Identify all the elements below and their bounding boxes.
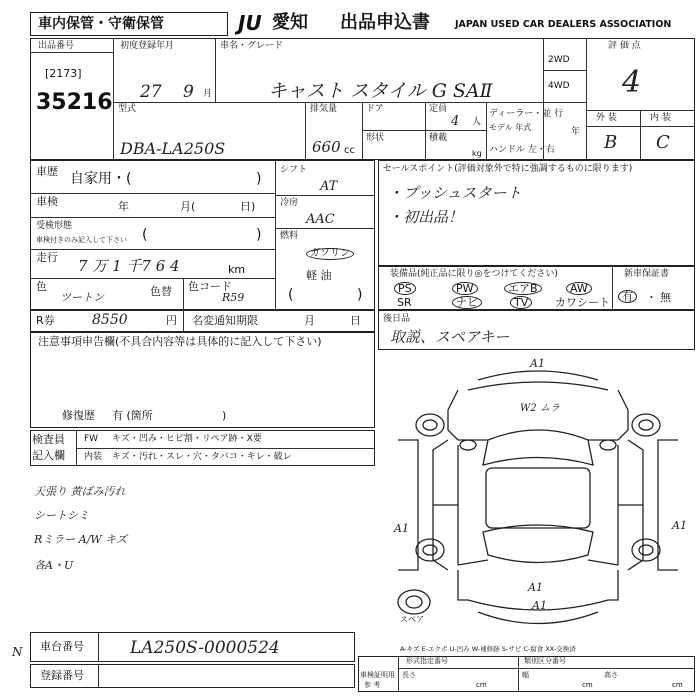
model-year-label: モデル 年式	[489, 123, 532, 132]
chassis-value: LA250S-0000524	[130, 638, 280, 658]
color-value: ツートン	[60, 291, 104, 304]
color-code-label: 色コード	[188, 280, 232, 293]
chassis-label: 車台番号	[40, 640, 84, 653]
color-code-value: R59	[222, 291, 245, 304]
memo-line2: シートシミ	[34, 509, 89, 522]
inspection-year: 年	[118, 200, 129, 213]
disp-unit: cc	[344, 145, 355, 156]
load-label: 積載	[429, 133, 448, 143]
shift-value: AT	[320, 179, 338, 194]
mark-a1-left: A1	[394, 522, 409, 535]
mark-w2: W2 ムラ	[520, 403, 560, 414]
int-insp-label: 内装	[84, 452, 103, 462]
history-close: )	[256, 171, 262, 187]
inspection-label: 車検	[36, 195, 58, 208]
equip-sr: SR	[397, 296, 412, 309]
fw-label: FW	[84, 434, 99, 444]
shift-label: シフト	[280, 165, 308, 175]
reg-year: 27	[140, 82, 162, 102]
fw-items: キズ・凹み・ヒビ割・リペア跡・X要	[112, 434, 262, 444]
height-label: 高さ	[604, 671, 618, 679]
repair-label: 修復歴	[62, 409, 95, 422]
ju-logo: JU	[238, 11, 262, 35]
equip-aw: AW	[566, 282, 592, 295]
inspector-label-1: 検査員	[32, 433, 65, 446]
mileage-value: 7 万 1 千7 6 4	[78, 257, 180, 275]
recv-label: 受検形態	[36, 221, 73, 231]
year-unit: 年	[571, 127, 581, 137]
sales-line1: ・プッシュスタート	[388, 184, 522, 202]
capacity-unit: 人	[472, 117, 482, 127]
addr-day: 日	[350, 314, 361, 327]
reg-month-unit: 月	[203, 89, 213, 99]
mark-a1-bottom2: A1	[532, 599, 547, 612]
cool-label: 冷房	[280, 198, 299, 208]
form-number-label: 形式指定番号	[406, 657, 448, 665]
type-label: 型式	[118, 104, 137, 114]
int-grade: C	[656, 132, 670, 153]
model-code: DBA-LA250S	[120, 139, 226, 158]
warranty-yes: 有	[618, 290, 637, 303]
inspection-day: 日)	[240, 200, 256, 213]
mark-a1-top: A1	[530, 357, 545, 370]
recv-note: 車検付きのみ記入して下さい	[36, 236, 127, 244]
history-label: 車歴	[36, 165, 58, 178]
drive-2wd: 2WD	[548, 55, 570, 65]
storage-badge-text: 車内保管・守衛保管	[38, 16, 164, 32]
org-english: JAPAN USED CAR DEALERS ASSOCIATION	[455, 19, 672, 30]
memo-line3: Rミラー A/W キズ	[34, 533, 128, 546]
after-label: 後日品	[383, 314, 411, 324]
spare-label: スペア	[400, 615, 424, 624]
reg-month: 9	[183, 82, 194, 102]
inspector-label-2: 記入欄	[32, 449, 65, 462]
mark-a1-bottom: A1	[528, 581, 543, 594]
repair-close: )	[222, 409, 227, 422]
length-unit: cm	[476, 681, 487, 689]
disp-label: 排気量	[310, 104, 338, 114]
after-value: 取説、スペアキー	[390, 328, 510, 346]
ext-grade: B	[604, 132, 618, 153]
equip-navi: ナビ	[452, 296, 482, 309]
recycle-value: 8550	[92, 312, 128, 328]
mileage-unit: km	[228, 263, 246, 276]
equip-seat: カワシート	[555, 296, 610, 309]
fuel-paren-open: (	[288, 287, 294, 303]
lot-number: 35216	[36, 90, 113, 115]
recycle-unit: 円	[166, 314, 177, 327]
cert-ref: 参 考	[364, 681, 381, 689]
color-change-label: 色替	[150, 285, 172, 298]
class-number-label: 類別区分番号	[524, 657, 566, 665]
door-label: ドア	[366, 104, 384, 114]
recv-value: (	[142, 227, 148, 243]
lot-sub: [2173]	[45, 67, 82, 80]
height-unit: cm	[672, 681, 683, 689]
reg-date-label: 初度登録年月	[120, 41, 175, 51]
fuel-gas-circled: ガソリン	[306, 248, 354, 260]
sales-label: セールスポイント(評価対象外で特に強調するものに限ります)	[383, 164, 633, 174]
equip-label: 装備品(純正品に限り◎をつけてください)	[390, 269, 558, 279]
drive-4wd: 4WD	[548, 81, 570, 91]
capacity-value: 4	[451, 114, 460, 129]
lot-label: 出品番号	[38, 41, 75, 51]
disp-value: 660	[312, 138, 341, 156]
capacity-label: 定員	[429, 104, 448, 114]
fuel-label: 燃料	[280, 231, 299, 241]
int-insp-items: キズ・汚れ・スレ・穴・タバコ・キレ・破レ	[112, 452, 292, 462]
int-label: 内 装	[650, 113, 671, 123]
width-label: 幅	[522, 671, 529, 679]
equip-ps: PS	[394, 282, 416, 295]
recv-close: )	[256, 227, 262, 243]
warranty-label: 新車保証書	[624, 269, 670, 279]
sheet-title: 出品申込書	[340, 12, 430, 33]
repair-value: 有 (箇所	[112, 409, 153, 422]
handle-label: ハンドル 左・右	[489, 145, 555, 155]
org-name: 愛知	[272, 12, 308, 33]
load-unit: kg	[472, 149, 482, 158]
inspection-month: 月(	[180, 200, 196, 213]
memo-line1: 天張り 黄ばみ汚れ	[34, 485, 126, 498]
mileage-label: 走行	[36, 251, 58, 264]
width-unit: cm	[582, 681, 593, 689]
warranty-no: 無	[660, 291, 671, 304]
ext-label: 外 装	[596, 113, 617, 123]
addr-label: 名変通知期限	[192, 314, 258, 327]
color-label: 色	[36, 280, 47, 293]
equip-pw: PW	[452, 282, 478, 295]
fuel-paren-close: )	[357, 287, 363, 303]
equip-airbag: エアB	[504, 282, 542, 295]
fuel-gas	[306, 248, 354, 260]
car-name: キャスト スタイル G SAⅡ	[268, 80, 493, 102]
car-name-label: 車名・グレード	[220, 41, 284, 51]
cert-label: 車検証明用	[360, 671, 395, 679]
warranty-sep: ・	[646, 291, 657, 304]
history-value: 自家用・(	[70, 171, 132, 187]
length-label: 長さ	[402, 671, 416, 679]
diagram-legend: A-キズ E-エクボ U-凹み W-補修跡 S-サビ C-腐食 XX-交換済	[400, 645, 576, 653]
sales-line2: ・初出品！	[388, 208, 464, 226]
plate-label: 登録番号	[40, 669, 84, 682]
notes-label: 注意事項申告欄(不具合内容等は具体的に記入して下さい)	[38, 335, 322, 348]
eval-label: 評 価 点	[608, 41, 641, 51]
memo-line4: 各A・U	[34, 559, 74, 572]
dealer-label: ディーラー・並 行	[489, 109, 564, 119]
equip-tv: TV	[510, 296, 532, 309]
addr-month: 月	[304, 314, 315, 327]
fuel-diesel: 軽 油	[306, 269, 332, 282]
misc-mark: N	[12, 645, 23, 659]
recycle-label: R券	[36, 314, 55, 327]
mark-a1-right: A1	[672, 519, 687, 532]
eval-score: 4	[622, 65, 642, 100]
cool-value: AAC	[306, 212, 335, 227]
shape-label: 形状	[366, 133, 385, 143]
